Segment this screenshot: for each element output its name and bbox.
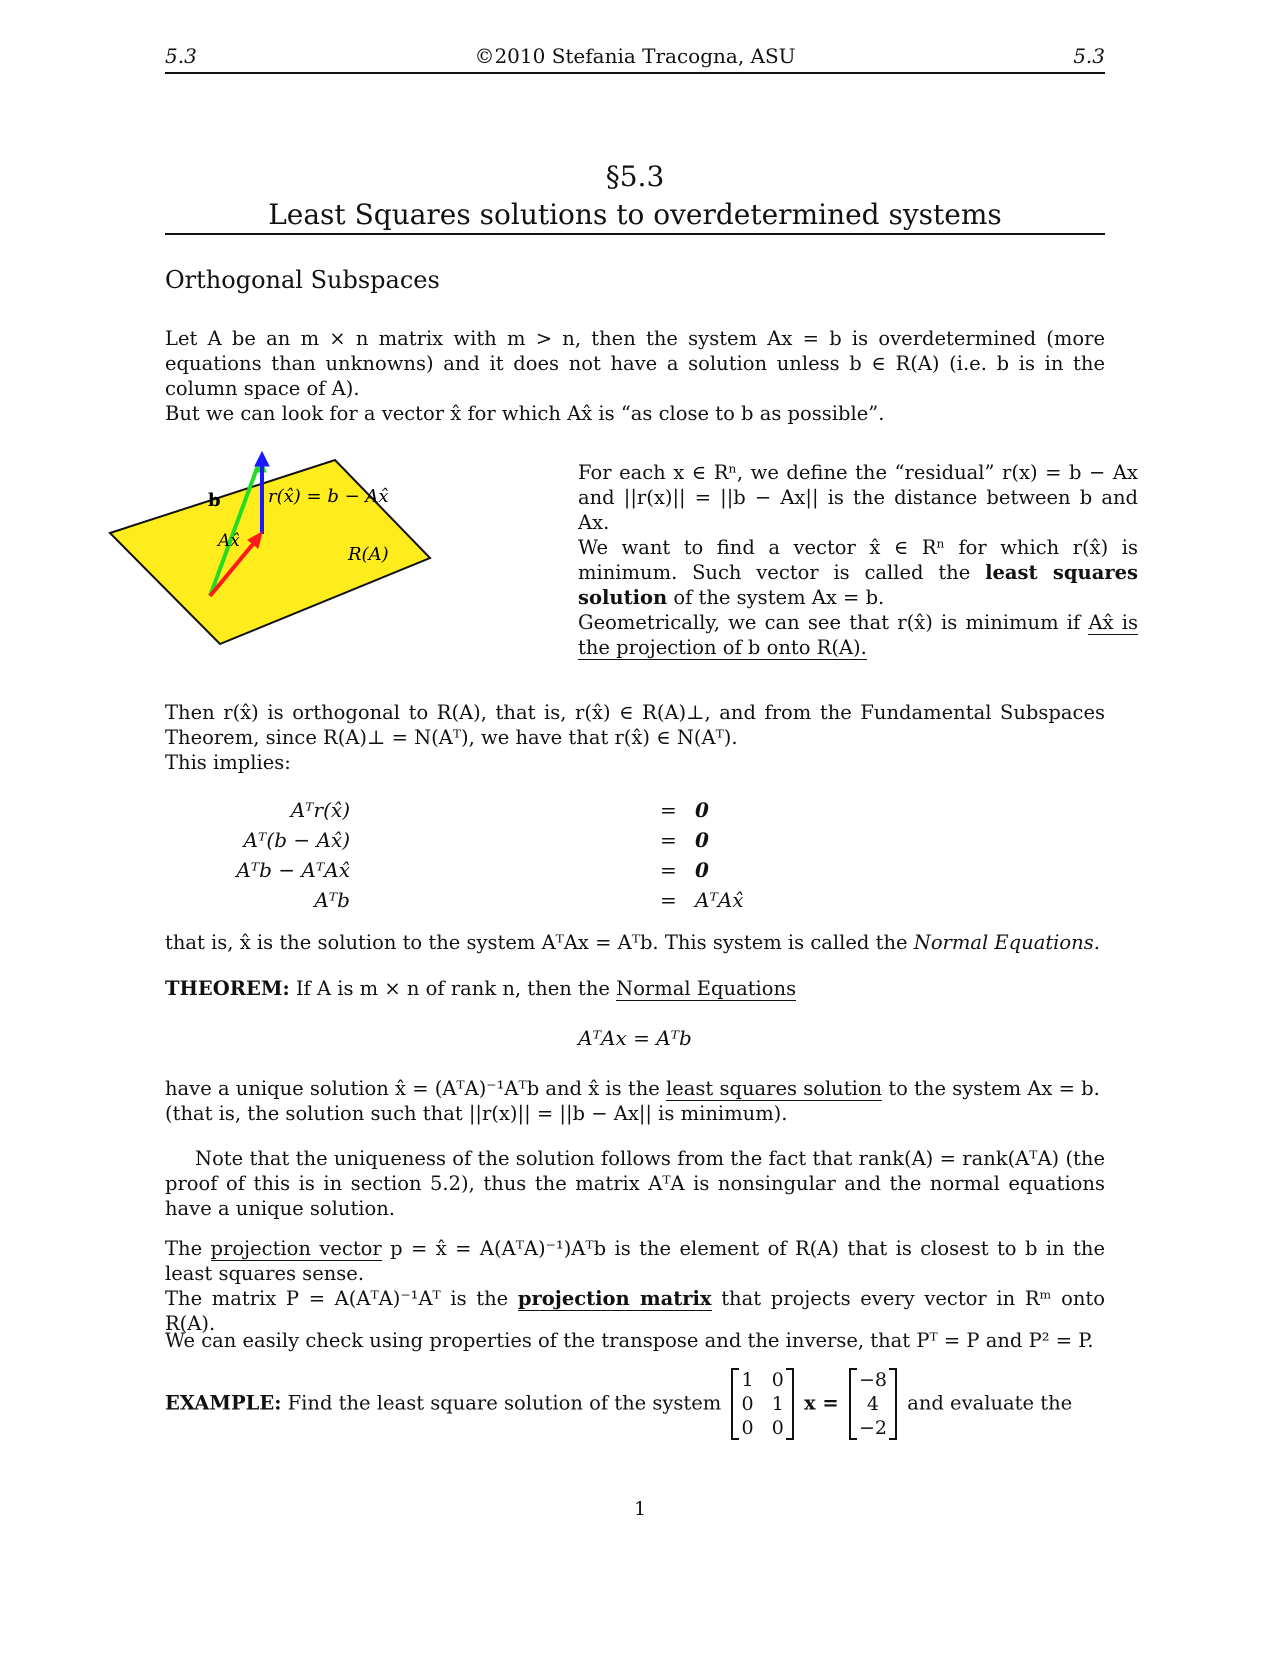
theorem-underlined: Normal Equations [616, 977, 797, 1000]
example-after: and evaluate the [907, 1391, 1073, 1415]
least-squares-figure [100, 448, 440, 648]
theorem-text: If A is m × n of rank n, then the [289, 977, 617, 1000]
vector-entry: −8 [858, 1369, 887, 1391]
check-paragraph: We can easily check using properties of the transpose and the inverse, that Pᵀ = P and P² = P. [165, 1329, 1094, 1352]
matrix-cell: 0 [741, 1417, 754, 1439]
eq-sign: = [660, 798, 677, 822]
example-label: EXAMPLE: [165, 1391, 282, 1415]
orthogonality-paragraph [165, 700, 1105, 775]
theorem-conclusion-line-2: (that is, the solution such that ||r(x)|| = ||b − Ax|| is minimum). [165, 1102, 788, 1125]
theorem-statement [165, 976, 1105, 1001]
page-number: 1 [633, 1498, 647, 1520]
eq-rhs: 0 [695, 858, 709, 882]
projection-matrix-tail: that projects every vector in Rᵐ onto R(A). [165, 1287, 1105, 1335]
residual-p2-text: We want to find a vector x̂ ∈ Rⁿ for which r(x̂) is minimum. Such vector is called the [578, 536, 1138, 584]
eq-lhs: Aᵀ(b − Ax̂) [243, 828, 350, 852]
header-center: ©2010 Stefania Tracogna, ASU [474, 44, 796, 68]
theorem-conclusion-line-1 [165, 1076, 1105, 1101]
theorem-after-text: have a unique solution x̂ = (AᵀA)⁻¹Aᵀb and x̂ is the [165, 1077, 667, 1100]
projection-matrix-text: The matrix P = A(AᵀA)⁻¹Aᵀ is the [165, 1287, 518, 1310]
eq-rhs: 0 [695, 798, 709, 822]
subsection-heading: Orthogonal Subspaces [165, 266, 440, 294]
section-title: Least Squares solutions to overdetermined systems [165, 198, 1105, 235]
matrix-cell: 1 [771, 1393, 784, 1415]
theorem-label: THEOREM: [165, 977, 290, 1000]
orth-line-2: This implies: [165, 751, 291, 774]
label-residual: r(x̂) = b − Ax̂ [268, 486, 389, 507]
note-paragraph: Note that the uniqueness of the solution follows from the fact that rank(A) = rank(AᵀA) (the proof of this is in section 5.2), thus the matrix AᵀA is nonsingular and the normal equations have a unique solution. [165, 1147, 1105, 1220]
residual-block [578, 460, 1138, 660]
projection-matrix-bold: projection matrix [517, 1287, 712, 1310]
label-plane: R(A) [348, 544, 389, 565]
matrix-cell: 0 [771, 1417, 784, 1439]
theorem-after-tail: to the system Ax = b. [882, 1077, 1100, 1100]
label-ax: Ax̂ [218, 531, 240, 551]
eq-sign: = [660, 888, 677, 912]
matrix-row [741, 1392, 783, 1416]
matrix-cell: 0 [741, 1393, 754, 1415]
residual-p2-bold: least squares solution [578, 561, 1138, 609]
intro-line-2: But we can look for a vector x̂ for which Ax̂ is “as close to b as possible”. [165, 402, 885, 425]
projection-tail: p = x̂ = A(AᵀA)⁻¹)Aᵀb is the element of R(A) that is closest to b in the least squares sense. [165, 1237, 1105, 1285]
label-b: b [208, 490, 221, 511]
matrix-row [741, 1416, 783, 1440]
residual-p2-tail: of the system Ax = b. [667, 586, 885, 609]
eq-lhs: Aᵀb [314, 888, 350, 912]
residual-p3 [578, 610, 1138, 660]
theorem-equation: AᵀAx = Aᵀb [578, 1026, 692, 1050]
vector-entry: −2 [858, 1417, 887, 1439]
projection-paragraph [165, 1236, 1105, 1336]
header-left: 5.3 [165, 44, 197, 68]
eq-rhs: 0 [695, 828, 709, 852]
vector-entry: 4 [866, 1393, 880, 1415]
residual-p3-text: Geometrically, we can see that r(x̂) is minimum if [578, 611, 1089, 634]
normal-italic: Normal Equations. [913, 931, 1100, 954]
eq-sign: = [660, 858, 677, 882]
section-number: §5.3 [605, 160, 665, 193]
matrix-cell: 0 [771, 1369, 784, 1391]
example-x-equals: x = [804, 1391, 839, 1415]
coefficient-matrix [731, 1368, 793, 1440]
intro-line-1: Let A be an m × n matrix with m > n, then the system Ax = b is overdetermined (more equations than unknowns) and it does not have a solution unless b ∈ R(A) (i.e. b is in the column space of A). [165, 327, 1105, 400]
orth-line-1: Then r(x̂) is orthogonal to R(A), that is, r(x̂) ∈ R(A)⊥, and from the Fundamental Subspaces Theorem, since R(A)⊥ = N(Aᵀ), we have that r(x̂) ∈ N(Aᵀ). [165, 701, 1105, 749]
theorem-after-underlined: least squares solution [666, 1077, 883, 1100]
intro-paragraph [165, 326, 1105, 426]
projection-vector-line [165, 1236, 1105, 1286]
normal-equations-paragraph [165, 930, 1105, 955]
matrix-cell: 1 [741, 1369, 754, 1391]
example-text: Find the least square solution of the system [281, 1391, 722, 1415]
vector-r-head [255, 452, 269, 466]
residual-p1: For each x ∈ Rⁿ, we define the “residual” r(x) = b − Ax and ||r(x)|| = ||b − Ax|| is the distance between b and Ax. [578, 461, 1138, 534]
residual-p2 [578, 535, 1138, 610]
eq-lhs: Aᵀr(x̂) [290, 798, 350, 822]
eq-lhs: Aᵀb − AᵀAx̂ [236, 858, 350, 882]
normal-text: that is, x̂ is the solution to the system AᵀAx = Aᵀb. This system is called the [165, 931, 914, 954]
example-paragraph [165, 1368, 1105, 1440]
rhs-vector [849, 1368, 897, 1440]
projection-text: The [165, 1237, 211, 1260]
theorem-conclusion [165, 1076, 1105, 1126]
eq-rhs: AᵀAx̂ [695, 888, 744, 912]
running-header [165, 44, 1105, 74]
residual-p3-underlined: Ax̂ is the projection of b onto R(A). [578, 611, 1138, 659]
projection-underlined: projection vector [210, 1237, 382, 1260]
header-right: 5.3 [1073, 44, 1105, 68]
eq-sign: = [660, 828, 677, 852]
matrix-row [741, 1368, 783, 1392]
